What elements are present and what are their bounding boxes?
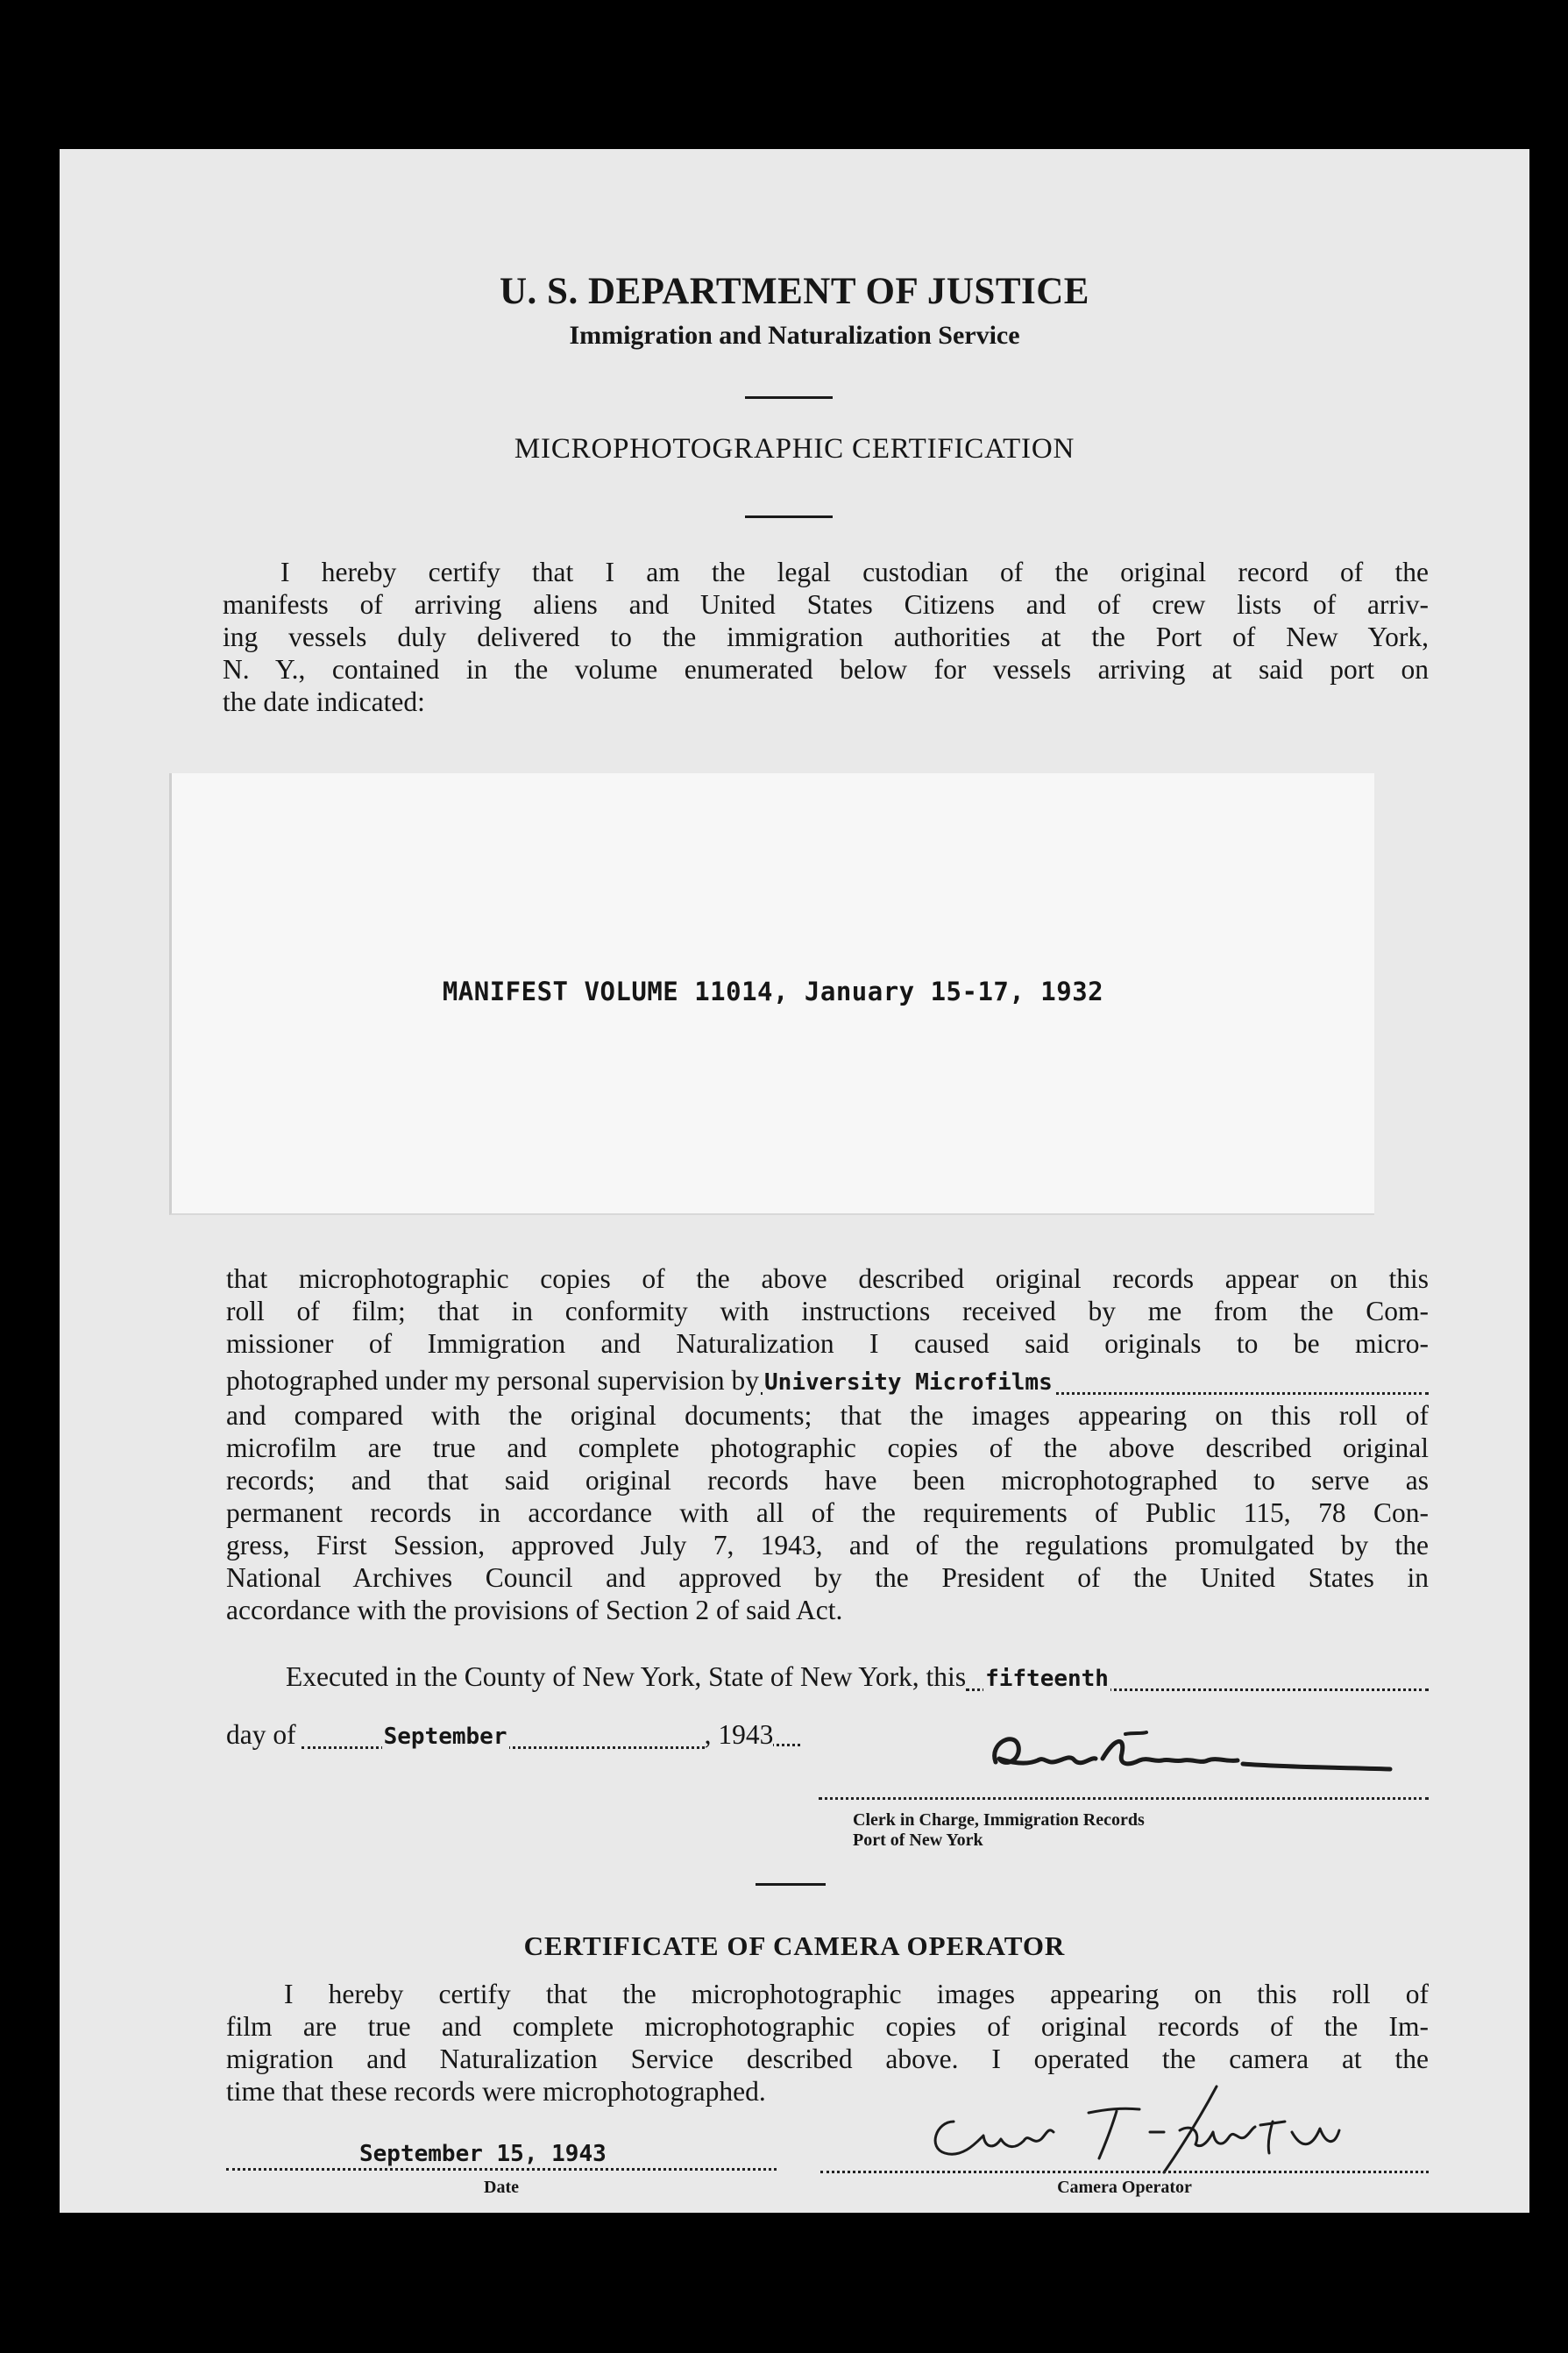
year-fill-field	[760, 1718, 800, 1751]
manifest-volume-label: MANIFEST VOLUME 11014, January 15-17, 1932	[442, 977, 1104, 1006]
date-fill-field	[226, 2137, 777, 2172]
supervisor-name: University Microfilms	[764, 1369, 1053, 1396]
header-divider	[745, 396, 833, 399]
executed-line	[286, 1660, 1429, 1695]
day-value: fifteenth	[985, 1666, 1109, 1692]
intro-line: the date indicated:	[223, 686, 425, 717]
body-line: that microphotographic copies of the above described original records appear on this	[226, 1263, 1429, 1294]
body-line: roll of film; that in conformity with instructions received by me from the Com-	[226, 1296, 1429, 1326]
body-line: microfilm are true and complete photographic copies of the above described original	[226, 1432, 1429, 1463]
year-digit: 3	[759, 1719, 774, 1750]
intro-line: I hereby certify that I am the legal custodian of the original record of the	[280, 557, 1429, 587]
body-line: permanent records in accordance with all of the requirements of Public 115, 78 Con-	[226, 1497, 1429, 1528]
date-value: September 15, 1943	[359, 2141, 607, 2167]
department-title: U. S. DEPARTMENT OF JUSTICE	[499, 271, 1089, 312]
body-line: accordance with the provisions of Section 2 of said Act.	[226, 1595, 843, 1625]
body-line: records; and that said original records have been microphotographed to serve as	[226, 1465, 1429, 1496]
clerk-title-line: Clerk in Charge, Immigration Records	[853, 1810, 1145, 1830]
camera-operator-signature	[901, 2078, 1392, 2176]
month-value: September	[383, 1724, 507, 1750]
camera-operator-label: Camera Operator	[1057, 2178, 1192, 2197]
camera-operator-signature-line	[820, 2171, 1429, 2173]
camera-line: film are true and complete microphotographic copies of original records of the Im-	[226, 2011, 1429, 2042]
day-of-label: day of	[226, 1719, 296, 1750]
intro-line: N. Y., contained in the volume enumerated below for vessels arriving at said port on	[223, 654, 1429, 685]
day-of-line	[226, 1718, 910, 1753]
clerk-title-line: Port of New York	[853, 1831, 983, 1850]
supervision-line	[226, 1364, 1429, 1399]
dotted-leader	[226, 2168, 777, 2171]
camera-line: time that these records were microphotographed.	[226, 2076, 766, 2107]
intro-line: ing vessels duly delivered to the immigration authorities at the Port of New York,	[223, 622, 1429, 652]
title-divider	[745, 515, 833, 518]
body-paragraph	[226, 1262, 1429, 1626]
certification-title: MICROPHOTOGRAPHIC CERTIFICATION	[514, 433, 1075, 465]
month-fill-field	[302, 1718, 705, 1753]
camera-certificate-title: CERTIFICATE OF CAMERA OPERATOR	[523, 1930, 1066, 1961]
date-label: Date	[484, 2178, 519, 2197]
executed-prefix: Executed in the County of New York, State of New York, this	[286, 1661, 967, 1692]
clerk-signature	[954, 1727, 1409, 1794]
camera-line: migration and Naturalization Service described above. I operated the camera at the	[226, 2044, 1429, 2074]
service-subtitle: Immigration and Naturalization Service	[569, 321, 1020, 350]
clerk-signature-line	[819, 1797, 1429, 1800]
body-line: missioner of Immigration and Naturalization I caused said originals to be micro-	[226, 1328, 1429, 1359]
certificate-sheet	[60, 149, 1529, 2213]
body-line: gress, First Session, approved July 7, 1943, and of the regulations promulgated by the	[226, 1530, 1429, 1560]
body-line: and compared with the original documents; that the images appearing on this roll of	[226, 1400, 1429, 1431]
day-fill-field	[966, 1660, 1429, 1695]
body-line: photographed under my personal supervision by	[226, 1365, 760, 1396]
supervisor-fill-field	[761, 1364, 1429, 1399]
body-line: National Archives Council and approved by the President of the United States in	[226, 1562, 1429, 1593]
intro-paragraph	[223, 556, 1429, 718]
manifest-card	[169, 773, 1374, 1215]
section-divider	[756, 1883, 826, 1886]
camera-line: I hereby certify that the microphotographic images appearing on this roll of	[284, 1979, 1429, 2009]
year-prefix: , 194	[704, 1719, 760, 1750]
intro-line: manifests of arriving aliens and United States Citizens and of crew lists of arriv-	[223, 589, 1429, 620]
clerk-title	[853, 1810, 1145, 1851]
